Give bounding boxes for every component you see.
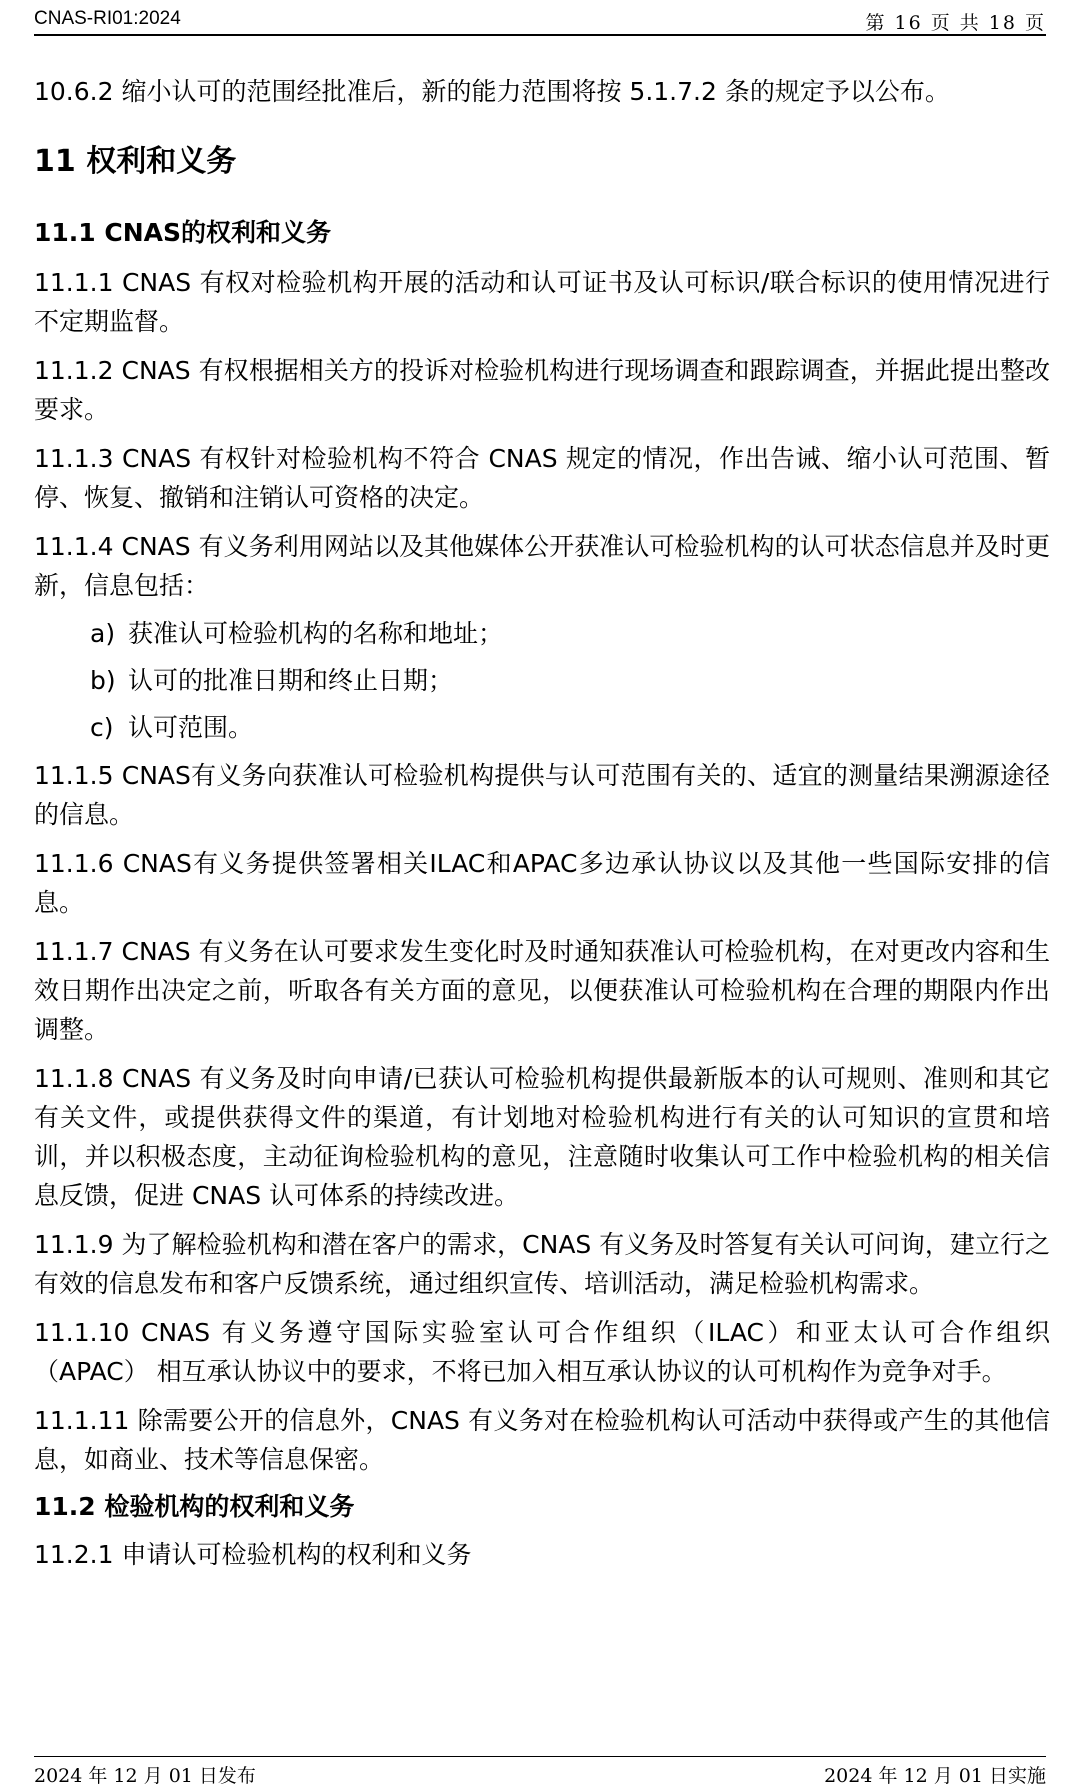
- implementation-date: 2024 年 12 月 01 日实施: [824, 1765, 1046, 1787]
- publish-date: 2024 年 12 月 01 日发布: [34, 1765, 256, 1787]
- document-code: CNAS-RI01:2024: [34, 8, 181, 29]
- list-item-text: 获准认可检验机构的名称和地址；: [128, 619, 504, 648]
- paragraph-11-1-7: 11.1.7 CNAS 有义务在认可要求发生变化时及时通知获准认可检验机构，在对更改内容和生效日期作出决定之前，听取各有关方面的意见，以便获准认可检验机构在合理的期限内作出调整。: [34, 937, 1050, 1044]
- list-item-label: c): [90, 713, 114, 742]
- paragraph-10-6-2: 10.6.2 缩小认可的范围经批准后，新的能力范围将按 5.1.7.2 条的规定予以公布。: [34, 77, 950, 106]
- section-heading-11-1: 11.1 CNAS的权利和义务: [34, 218, 332, 247]
- list-item-text: 认可范围。: [128, 713, 254, 742]
- list-item-label: b): [90, 666, 116, 695]
- list-item-b: [90, 662, 1050, 699]
- paragraph-11-1-9: 11.1.9 为了解检验机构和潜在客户的需求，CNAS 有义务及时答复有关认可问询，建立行之有效的信息发布和客户反馈系统，通过组织宣传、培训活动，满足检验机构需求。: [34, 1230, 1050, 1298]
- page-header: [34, 6, 1046, 36]
- paragraph-11-1-3: 11.1.3 CNAS 有权针对检验机构不符合 CNAS 规定的情况，作出告诫、缩小认可范围、暂停、恢复、撤销和注销认可资格的决定。: [34, 444, 1050, 512]
- paragraph-11-2-1: 11.2.1 申请认可检验机构的权利和义务: [34, 1540, 472, 1569]
- paragraph-11-1-1: 11.1.1 CNAS 有权对检验机构开展的活动和认可证书及认可标识/联合标识的使用情况进行不定期监督。: [34, 268, 1050, 336]
- section-heading-11: 11 权利和义务: [34, 144, 237, 179]
- paragraph-11-1-10: 11.1.10 CNAS 有义务遵守国际实验室认可合作组织（ILAC）和亚太认可合作组织（APAC） 相互承认协议中的要求，不将已加入相互承认协议的认可机构作为竞争对手。: [34, 1318, 1050, 1386]
- list-item-text: 认可的批准日期和终止日期；: [128, 666, 454, 695]
- paragraph-11-1-2: 11.1.2 CNAS 有权根据相关方的投诉对检验机构进行现场调查和跟踪调查，并据此提出整改要求。: [34, 356, 1050, 424]
- paragraph-11-1-6: 11.1.6 CNAS有义务提供签署相关ILAC和APAC多边承认协议以及其他一些国际安排的信息。: [34, 849, 1050, 917]
- paragraph-11-1-8: 11.1.8 CNAS 有义务及时向申请/已获认可检验机构提供最新版本的认可规则、准则和其它有关文件，或提供获得文件的渠道，有计划地对检验机构进行有关的认可知识的宣贯和培训，并以积极态度，主动征询检验机构的意见，注意随时收集认可工作中检验机构的相关信息反馈，促进 CNAS 认可体系的持续改进。: [34, 1064, 1050, 1210]
- page-number: 第 16 页 共 18 页: [865, 12, 1046, 34]
- page-content: [34, 72, 1050, 1584]
- list-item-label: a): [90, 619, 116, 648]
- page-footer: [34, 1756, 1046, 1787]
- list-item-c: [90, 709, 1050, 746]
- paragraph-11-1-4: 11.1.4 CNAS 有义务利用网站以及其他媒体公开获准认可检验机构的认可状态信息并及时更新，信息包括：: [34, 532, 1050, 600]
- list-item-a: [90, 615, 1050, 652]
- paragraph-11-1-5: 11.1.5 CNAS有义务向获准认可检验机构提供与认可范围有关的、适宜的测量结果溯源途径的信息。: [34, 761, 1050, 829]
- paragraph-11-1-11: 11.1.11 除需要公开的信息外，CNAS 有义务对在检验机构认可活动中获得或产生的其他信息，如商业、技术等信息保密。: [34, 1406, 1050, 1474]
- section-heading-11-2: 11.2 检验机构的权利和义务: [34, 1492, 355, 1521]
